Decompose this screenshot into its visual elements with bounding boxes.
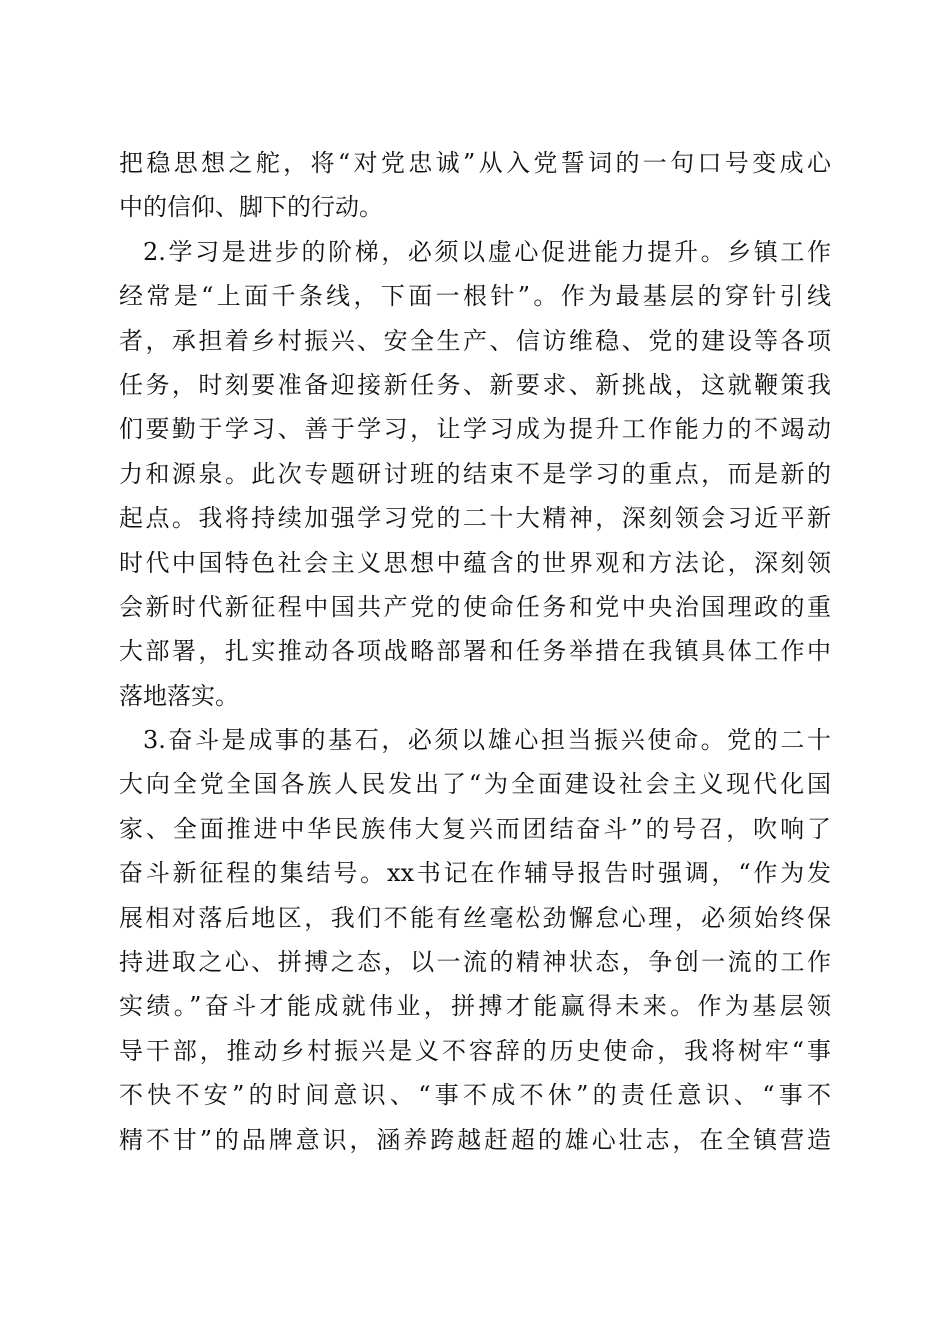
text-line: 奋斗新征程的集结号。xx书记在作辅导报告时强调，“作为发	[119, 859, 831, 888]
body-text	[119, 141, 831, 1162]
text-line: 展相对落后地区，我们不能有丝毫松劲懈怠心理，必须始终保	[119, 903, 831, 932]
text-line: 起点。我将持续加强学习党的二十大精神，深刻领会习近平新	[119, 504, 831, 533]
paragraph-2-first-line: 2.学习是进步的阶梯，必须以虚心促进能力提升。乡镇工作	[143, 237, 831, 266]
text-line: 中的信仰、脚下的行动。	[119, 193, 383, 222]
text-line: 时代中国特色社会主义思想中蕴含的世界观和方法论，深刻领	[119, 548, 831, 577]
text-line: 们要勤于学习、善于学习，让学习成为提升工作能力的不竭动	[119, 415, 831, 444]
text-line: 持进取之心、拼搏之态，以一流的精神状态，争创一流的工作	[119, 948, 831, 977]
text-line: 落地落实。	[119, 681, 239, 710]
text-line: 力和源泉。此次专题研讨班的结束不是学习的重点，而是新的	[119, 459, 831, 488]
paragraph-3-first-line: 3.奋斗是成事的基石，必须以雄心担当振兴使命。党的二十	[143, 726, 831, 755]
text-line: 实绩。”奋斗才能成就伟业，拼搏才能赢得未来。作为基层领	[119, 992, 831, 1021]
text-line: 会新时代新征程中国共产党的使命任务和党中央治国理政的重	[119, 592, 831, 621]
text-line: 不快不安”的时间意识、“事不成不休”的责任意识、“事不	[119, 1081, 831, 1110]
text-line: 经常是“上面千条线，下面一根针”。作为最基层的穿针引线	[119, 282, 831, 311]
text-line: 导干部，推动乡村振兴是义不容辞的历史使命，我将树牢“事	[119, 1036, 831, 1065]
text-line: 者，承担着乡村振兴、安全生产、信访维稳、党的建设等各项	[119, 326, 831, 355]
text-line: 大部署，扎实推动各项战略部署和任务举措在我镇具体工作中	[119, 637, 831, 666]
text-line: 把稳思想之舵，将“对党忠诚”从入党誓词的一句口号变成心	[119, 149, 831, 177]
text-line: 任务，时刻要准备迎接新任务、新要求、新挑战，这就鞭策我	[119, 370, 831, 399]
text-line: 大向全党全国各族人民发出了“为全面建设社会主义现代化国	[119, 770, 831, 799]
text-line: 家、全面推进中华民族伟大复兴而团结奋斗”的号召，吹响了	[119, 814, 831, 843]
text-line: 精不甘”的品牌意识，涵养跨越赶超的雄心壮志，在全镇营造	[119, 1125, 831, 1154]
